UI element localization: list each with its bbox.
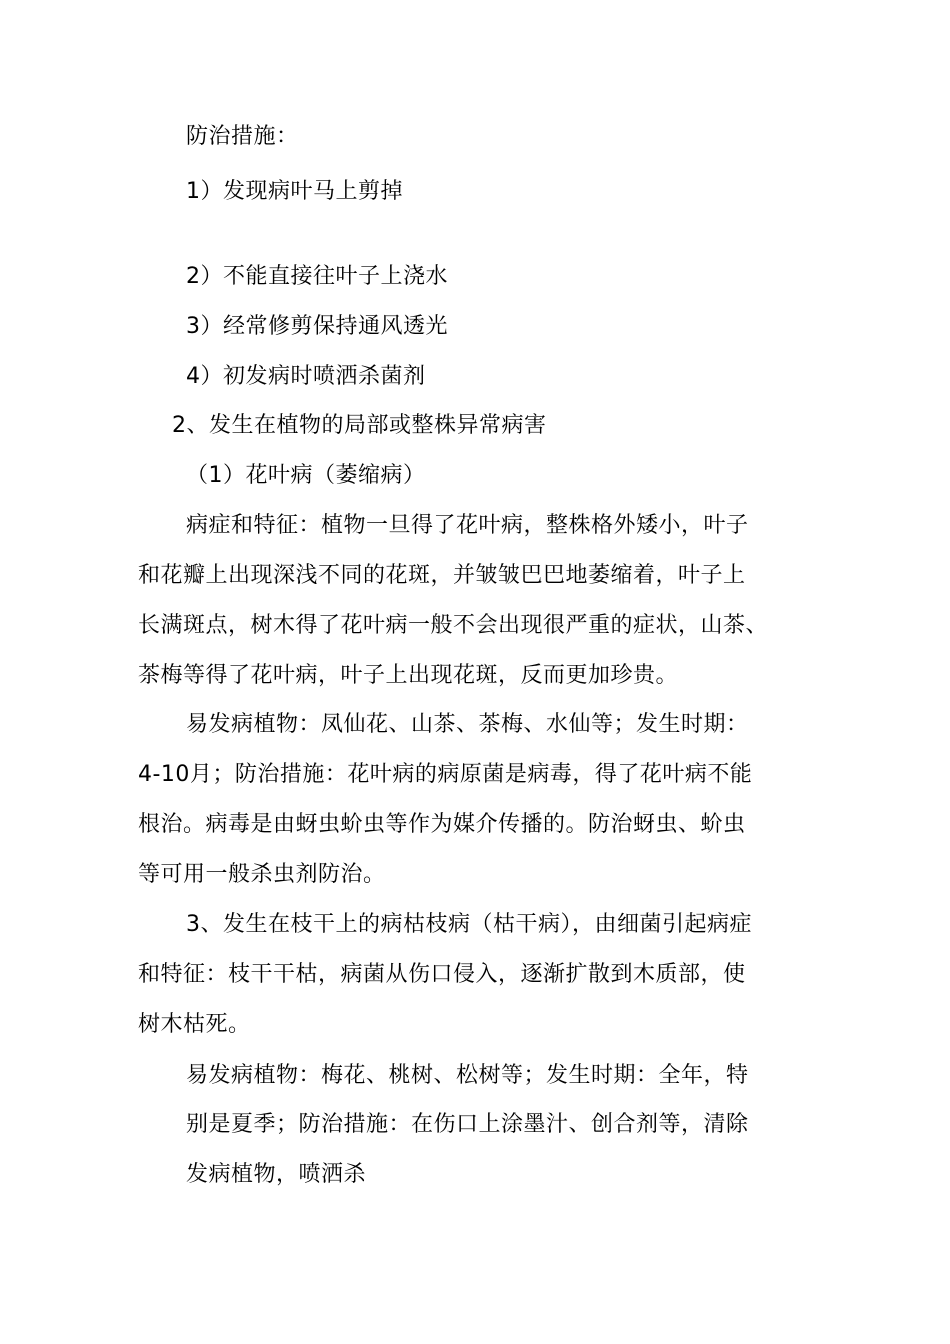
section-heading-control: 防治措施： xyxy=(186,124,299,149)
list-item-1: 1）发现病叶马上剪掉 xyxy=(186,179,403,204)
paragraph-line: 长满斑点，树木得了花叶病一般不会出现很严重的症状，山茶、 xyxy=(138,613,769,638)
paragraph-line: 易发病植物：梅花、桃树、松树等；发生时期：全年，特 xyxy=(186,1063,749,1088)
paragraph-line: 3、发生在枝干上的病枯枝病（枯干病），由细菌引起病症 xyxy=(186,912,752,937)
paragraph-line: 别是夏季；防治措施：在伤口上涂墨汁、创合剂等，清除 xyxy=(186,1112,749,1137)
paragraph-line: 发病植物，喷洒杀 xyxy=(186,1162,367,1187)
paragraph-line: 和花瓣上出现深浅不同的花斑，并皱皱巴巴地萎缩着，叶子上 xyxy=(138,563,746,588)
paragraph-line: 茶梅等得了花叶病，叶子上出现花斑，反而更加珍贵。 xyxy=(138,663,679,688)
paragraph-line: 和特征：枝干干枯，病菌从伤口侵入，逐渐扩散到木质部，使 xyxy=(138,962,746,987)
list-item-2: 2）不能直接往叶子上浇水 xyxy=(186,264,448,289)
paragraph-line: 易发病植物：凤仙花、山茶、茶梅、水仙等；发生时期： xyxy=(186,712,749,737)
paragraph-line: 病症和特征：植物一旦得了花叶病，整株格外矮小，叶子 xyxy=(186,513,749,538)
paragraph-line: 等可用一般杀虫剂防治。 xyxy=(138,862,386,887)
paragraph-line: 树木枯死。 xyxy=(138,1012,251,1037)
subsection-heading-1: （1）花叶病（萎缩病） xyxy=(186,463,426,488)
list-item-4: 4）初发病时喷洒杀菌剂 xyxy=(186,364,426,389)
list-item-3: 3）经常修剪保持通风透光 xyxy=(186,314,448,339)
section-heading-2: 2、发生在植物的局部或整株异常病害 xyxy=(172,413,547,438)
paragraph-line: 根治。病毒是由蚜虫蚧虫等作为媒介传播的。防治蚜虫、蚧虫 xyxy=(138,812,746,837)
paragraph-line: 4-10月；防治措施：花叶病的病原菌是病毒，得了花叶病不能 xyxy=(138,762,753,787)
